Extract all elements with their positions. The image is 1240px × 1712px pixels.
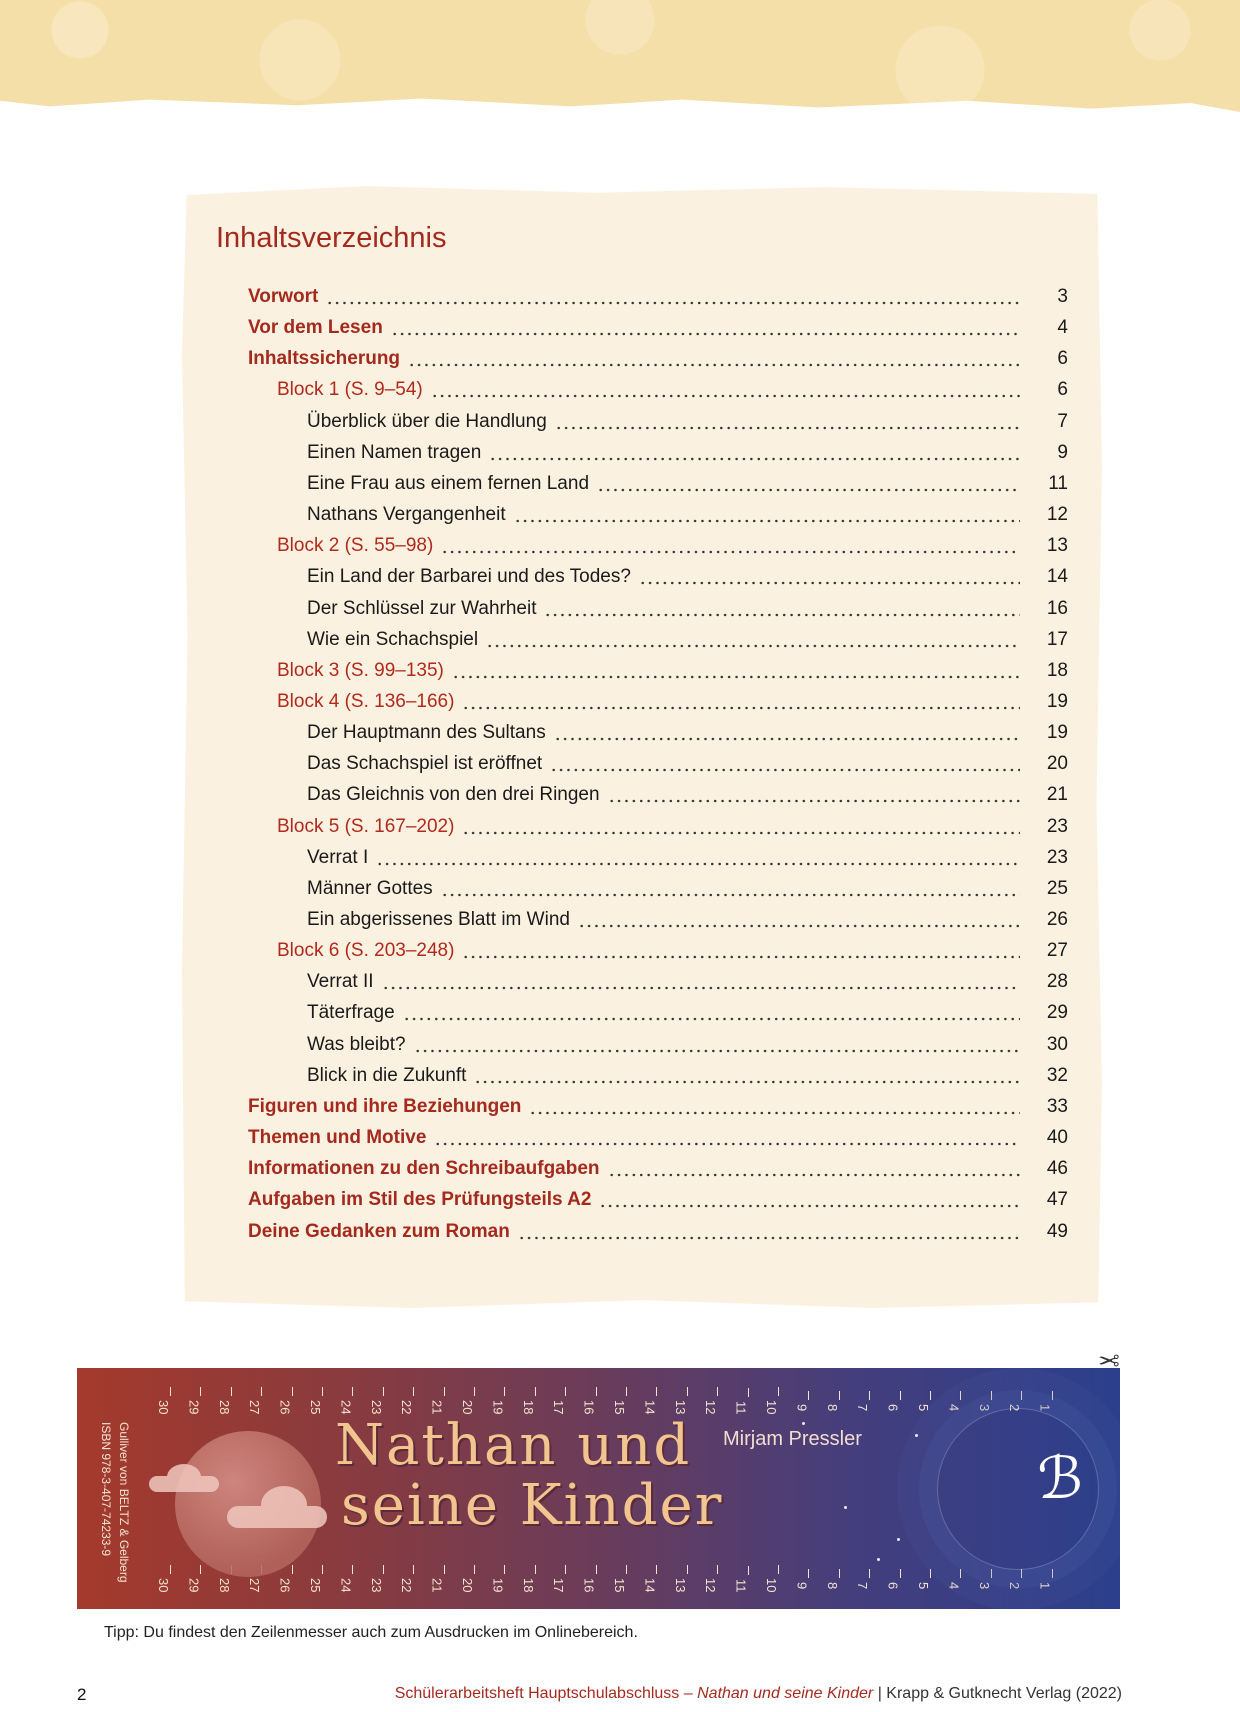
toc-entry-label: Eine Frau aus einem fernen Land [307, 472, 590, 494]
ruler-tick: 27 [248, 1386, 262, 1416]
toc-entry-label: Block 5 (S. 167–202) [277, 815, 455, 837]
toc-entry-label: Der Schlüssel zur Wahrheit [307, 597, 537, 619]
toc-entry-label: Der Hauptmann des Sultans [307, 722, 546, 744]
ruler-tick: 24 [339, 1386, 353, 1416]
ruler-tick: 6 [887, 1386, 901, 1416]
ruler-tick: 12 [704, 1564, 718, 1594]
ruler-tick: 30 [157, 1564, 171, 1594]
toc-entry [307, 502, 1068, 528]
toc-entry [277, 658, 1068, 684]
toc-leader-dots [597, 488, 1020, 492]
toc-entry-label: Blick in die Zukunft [307, 1064, 467, 1086]
toc-leader-dots [608, 799, 1020, 803]
toc-entry-label: Männer Gottes [307, 877, 433, 899]
toc-leader-dots [514, 519, 1020, 523]
toc-entry-label: Informationen zu den Schreibaufgaben [248, 1158, 600, 1180]
ruler-tick: 26 [279, 1564, 293, 1594]
toc-entry [307, 876, 1068, 902]
toc-leader-dots [486, 644, 1020, 648]
toc-entry-label: Ein Land der Barbarei und des Todes? [307, 566, 631, 588]
ruler-tick: 24 [339, 1564, 353, 1594]
toc-entry [248, 1187, 1068, 1213]
toc-leader-dots [578, 924, 1020, 928]
toc-leader-dots [489, 457, 1020, 461]
ruler-tick: 4 [947, 1564, 961, 1594]
toc-entry-page: 6 [1057, 348, 1068, 370]
toc-entry-label: Das Schachspiel ist eröffnet [307, 753, 543, 775]
toc-entry [248, 1094, 1068, 1120]
star [915, 1434, 918, 1437]
ruler-tick: 21 [431, 1564, 445, 1594]
toc-entry-label: Das Gleichnis von den drei Ringen [307, 784, 600, 806]
ruler-tick: 15 [613, 1564, 627, 1594]
toc-leader-dots [462, 955, 1020, 959]
ruler-tick: 22 [400, 1564, 414, 1594]
ruler-tick: 18 [522, 1564, 536, 1594]
toc-entry [307, 596, 1068, 622]
ruler-tick: 18 [522, 1386, 536, 1416]
toc-entry-label: Block 2 (S. 55–98) [277, 535, 434, 557]
toc-leader-dots [408, 363, 1020, 367]
toc-title: Inhaltsverzeichnis [216, 222, 447, 254]
toc-leader-dots [326, 301, 1020, 305]
toc-entry-page: 49 [1046, 1220, 1068, 1242]
toc-leader-dots [414, 1049, 1020, 1053]
toc-entry-page: 47 [1046, 1189, 1068, 1211]
toc-leader-dots [441, 893, 1020, 897]
toc-leader-dots [434, 1142, 1020, 1146]
toc-entry [307, 627, 1068, 653]
toc-entry-page: 33 [1046, 1095, 1068, 1117]
toc-entry-label: Überblick über die Handlung [307, 410, 547, 432]
line-ruler-bookmark [77, 1368, 1120, 1609]
footer-book-title: Nathan und seine Kinder [697, 1685, 874, 1702]
ruler-tick: 25 [309, 1386, 323, 1416]
publisher-name: Gulliver von BELTZ & Gelberg [117, 1422, 131, 1583]
toc-entry [307, 720, 1068, 746]
toc-leader-dots [544, 613, 1020, 617]
toc-entry [307, 845, 1068, 871]
toc-entry-page: 40 [1046, 1127, 1068, 1149]
footer-series: Schülerarbeitsheft Hauptschulabschluss – [394, 1685, 693, 1702]
toc-entry [307, 782, 1068, 808]
ruler-tick: 11 [735, 1386, 749, 1416]
toc-entry [277, 814, 1068, 840]
ruler-tick: 5 [917, 1564, 931, 1594]
ruler-tick: 29 [187, 1564, 201, 1594]
toc-entry-label: Aufgaben im Stil des Prüfungsteils A2 [248, 1189, 592, 1211]
toc-entry-label: Einen Namen tragen [307, 441, 482, 463]
ruler-tick: 23 [370, 1386, 384, 1416]
toc-entry-page: 9 [1057, 441, 1068, 463]
ruler-tick: 9 [795, 1386, 809, 1416]
ruler-tick: 17 [552, 1386, 566, 1416]
ruler-tick: 20 [461, 1564, 475, 1594]
scissors-icon: ✂ [1098, 1344, 1120, 1374]
toc-entry-page: 32 [1046, 1064, 1068, 1086]
footer-separator: | [877, 1685, 882, 1702]
footer-publisher: Krapp & Gutknecht Verlag (2022) [886, 1685, 1122, 1702]
toc-entry [248, 315, 1068, 341]
toc-entry-page: 20 [1046, 753, 1068, 775]
toc-entry-label: Verrat II [307, 971, 374, 993]
toc-entry-page: 19 [1046, 722, 1068, 744]
bookmark-publisher-info [93, 1422, 133, 1602]
toc-entry-page: 29 [1046, 1002, 1068, 1024]
ruler-tick: 12 [704, 1386, 718, 1416]
toc-entry-label: Block 1 (S. 9–54) [277, 379, 423, 401]
toc-leader-dots [462, 831, 1020, 835]
toc-entry [307, 1000, 1068, 1026]
toc-entry-page: 7 [1057, 410, 1068, 432]
ruler-tick: 22 [400, 1386, 414, 1416]
footer-credits [395, 1685, 1122, 1703]
toc-entry-label: Ein abgerissenes Blatt im Wind [307, 909, 570, 930]
toc-leader-dots [554, 737, 1020, 741]
toc-leader-dots [462, 706, 1020, 710]
ruler-tick: 23 [370, 1564, 384, 1594]
toc-leader-dots [441, 550, 1020, 554]
toc-leader-dots [639, 581, 1020, 585]
toc-entry-page: 3 [1057, 286, 1068, 307]
toc-entry-label: Block 6 (S. 203–248) [277, 940, 455, 962]
toc-entry-label: Verrat I [307, 846, 369, 868]
ruler-tick: 3 [978, 1386, 992, 1416]
cloud-illustration [149, 1476, 219, 1492]
toc-entry-page: 13 [1046, 535, 1068, 557]
toc-entry-label: Block 4 (S. 136–166) [277, 690, 455, 712]
toc-leader-dots [452, 675, 1020, 679]
ruler-top [77, 1386, 1120, 1416]
ruler-tick: 10 [765, 1564, 779, 1594]
toc-entry [248, 1125, 1068, 1151]
star [802, 1422, 805, 1425]
ruler-tick: 8 [826, 1386, 840, 1416]
ruler-tick: 20 [461, 1386, 475, 1416]
ruler-tick: 13 [674, 1386, 688, 1416]
toc-leader-dots [608, 1173, 1020, 1177]
ruler-tick: 2 [1008, 1386, 1022, 1416]
toc-entry-page: 19 [1046, 690, 1068, 712]
toc-entry [307, 440, 1068, 466]
toc-entry-label: Deine Gedanken zum Roman [248, 1220, 510, 1242]
toc-entry [307, 751, 1068, 777]
toc-entry-label: Wie ein Schachspiel [307, 628, 479, 650]
toc-entry [307, 409, 1068, 435]
ruler-tick: 17 [552, 1564, 566, 1594]
toc-entry-label: Täterfrage [307, 1002, 395, 1024]
toc-leader-dots [599, 1204, 1020, 1208]
toc-entry-page: 21 [1046, 784, 1068, 806]
book-title-line2: seine Kinder [341, 1473, 724, 1538]
gulliver-logo-icon: ℬ [1037, 1444, 1083, 1512]
ruler-tick: 2 [1008, 1564, 1022, 1594]
isbn: ISBN 978-3-407-74233-9 [99, 1422, 113, 1557]
toc-leader-dots [529, 1111, 1020, 1115]
toc-entry-page: 26 [1046, 909, 1068, 930]
ruler-tick: 1 [1039, 1564, 1053, 1594]
toc-entry [248, 1156, 1068, 1182]
toc-entry [248, 284, 1068, 310]
ruler-tick: 16 [583, 1386, 597, 1416]
toc-entry [307, 1032, 1068, 1058]
toc-entry-label: Nathans Vergangenheit [307, 504, 506, 526]
toc-entry-page: 11 [1048, 472, 1068, 494]
page-number: 2 [77, 1685, 87, 1704]
ruler-tick: 25 [309, 1564, 323, 1594]
ruler-tick: 29 [187, 1386, 201, 1416]
toc-entry [248, 1219, 1068, 1245]
ruler-tick: 5 [917, 1386, 931, 1416]
ruler-tick: 11 [735, 1564, 749, 1594]
book-title [335, 1413, 724, 1538]
ruler-tick: 19 [491, 1564, 505, 1594]
toc-entry-page: 30 [1046, 1033, 1068, 1055]
toc-entry-page: 4 [1057, 317, 1068, 339]
toc-entry-page: 12 [1046, 504, 1068, 526]
ruler-tick: 14 [643, 1564, 657, 1594]
ruler-tick: 15 [613, 1386, 627, 1416]
ruler-tick: 7 [856, 1564, 870, 1594]
ruler-tick: 30 [157, 1386, 171, 1416]
ruler-tick: 10 [765, 1386, 779, 1416]
ruler-tick: 4 [947, 1386, 961, 1416]
ruler-tick: 8 [826, 1564, 840, 1594]
toc-entry-label: Was bleibt? [307, 1033, 406, 1055]
ruler-tick: 7 [856, 1386, 870, 1416]
ruler-tick: 14 [643, 1386, 657, 1416]
ruler-tick: 6 [887, 1564, 901, 1594]
toc-entry-label: Block 3 (S. 99–135) [277, 659, 444, 681]
ruler-tick: 21 [431, 1386, 445, 1416]
toc-entry-page: 6 [1057, 379, 1068, 401]
ruler-tick: 19 [491, 1386, 505, 1416]
tip-text: Tipp: Du findest den Zeilenmesser auch zum Ausdrucken im Onlinebereich. [104, 1624, 638, 1641]
toc-entry [307, 969, 1068, 995]
toc-entry-page: 27 [1046, 940, 1068, 962]
star [897, 1538, 900, 1541]
ruler-tick: 26 [279, 1386, 293, 1416]
toc-leader-dots [555, 426, 1020, 430]
star [844, 1506, 847, 1509]
ruler-tick: 3 [978, 1564, 992, 1594]
toc-entry-page: 18 [1046, 659, 1068, 681]
toc-entry-page: 25 [1046, 877, 1068, 899]
toc-leader-dots [382, 986, 1020, 990]
toc-entry-page: 16 [1046, 597, 1068, 619]
toc-entry [248, 346, 1068, 372]
ruler-tick: 9 [795, 1564, 809, 1594]
toc-entry-page: 17 [1046, 628, 1068, 650]
toc-leader-dots [403, 1017, 1020, 1021]
toc-entry [277, 938, 1068, 964]
ruler-tick: 28 [218, 1564, 232, 1594]
toc-entry-page: 23 [1046, 846, 1068, 868]
toc-entry [277, 377, 1068, 403]
toc-entry-label: Themen und Motive [248, 1127, 427, 1149]
book-author: Mirjam Pressler [723, 1428, 862, 1450]
ruler-tick: 16 [583, 1564, 597, 1594]
toc-leader-dots [431, 394, 1020, 398]
ruler-tick: 27 [248, 1564, 262, 1594]
toc-leader-dots [391, 332, 1020, 336]
toc-leader-dots [474, 1080, 1020, 1084]
toc-entry [307, 471, 1068, 497]
toc-entry-label: Figuren und ihre Beziehungen [248, 1095, 522, 1117]
ruler-tick: 1 [1039, 1386, 1053, 1416]
toc-leader-dots [550, 768, 1020, 772]
star [877, 1558, 880, 1561]
toc-leader-dots [518, 1236, 1020, 1240]
toc-entry [277, 533, 1068, 559]
toc-entry-label: Vor dem Lesen [248, 317, 383, 339]
toc-entry-label: Inhaltssicherung [248, 348, 401, 370]
toc-entry [307, 1063, 1068, 1089]
toc-entry [277, 689, 1068, 715]
toc-entry-page: 14 [1046, 566, 1068, 588]
cloud-illustration [227, 1506, 327, 1528]
toc-entry-page: 28 [1046, 971, 1068, 993]
toc-leader-dots [376, 862, 1020, 866]
ruler-tick: 13 [674, 1564, 688, 1594]
toc-entry [307, 907, 1068, 933]
ruler-tick: 28 [218, 1386, 232, 1416]
toc-entry-page: 23 [1046, 815, 1068, 837]
toc-entry-page: 46 [1046, 1158, 1068, 1180]
toc-entry [307, 564, 1068, 590]
toc-entry-label: Vorwort [248, 286, 319, 307]
book-title-line1: Nathan und [335, 1413, 692, 1478]
